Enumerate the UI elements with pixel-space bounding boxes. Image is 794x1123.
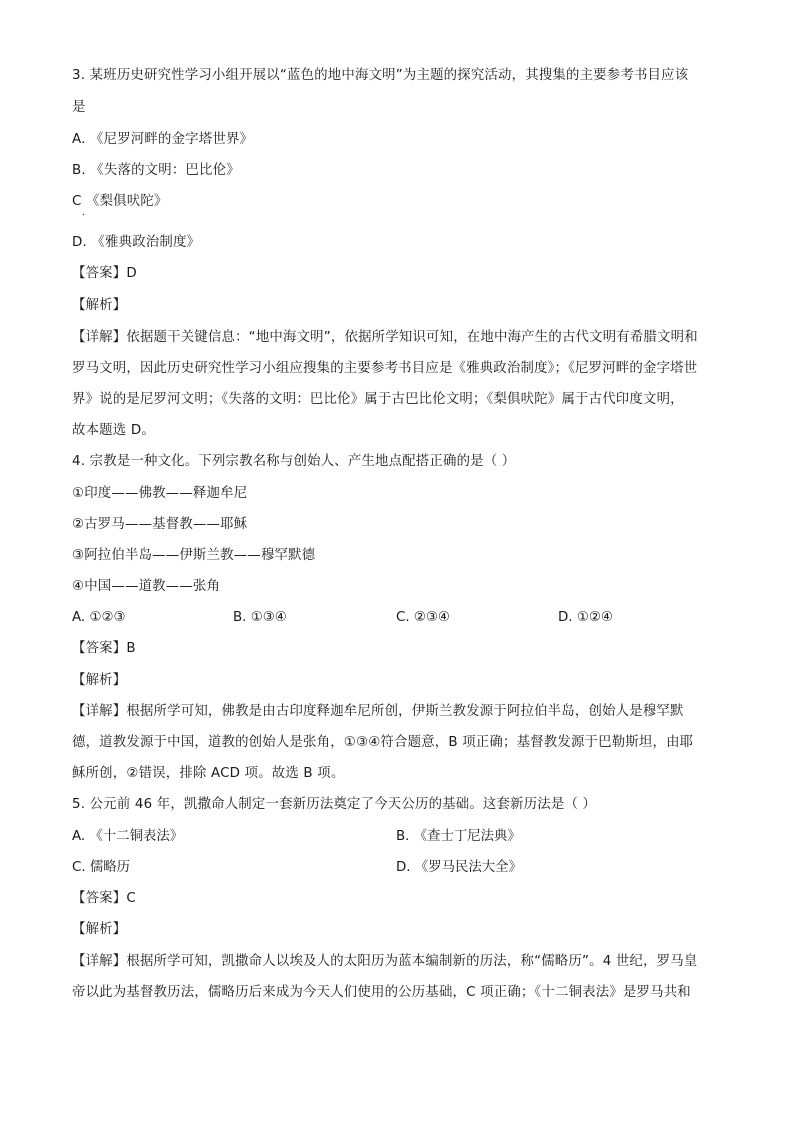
q4-item-2: ②古罗马——基督教——耶稣	[72, 517, 248, 532]
q5-detail-line-2: 帝以此为基督教历法，儒略历后来成为今天人们使用的公历基础，C 项正确；《十二铜表法》是罗马共和	[72, 985, 691, 1000]
q5-option-a: A. 《十二铜表法》	[72, 829, 184, 844]
q4-option-b: B. ①③④	[233, 610, 287, 625]
q5-option-d: D. 《罗马民法大全》	[396, 860, 522, 875]
q4-option-c: C. ②③④	[396, 610, 450, 625]
q3-detail-line-3: 界》说的是尼罗河文明；《失落的文明：巴比伦》属于古巴比伦文明；《梨俱吠陀》属于古代印度文明，	[72, 392, 684, 407]
q5-detail-line-1: 【详解】根据所学可知，凯撒命人以埃及人的太阳历为蓝本编制新的历法，称“儒略历”。4 世纪，罗马皇	[72, 954, 698, 969]
q4-stem: 4. 宗教是一种文化。下列宗教名称与创始人、产生地点配搭正确的是（ ）	[72, 454, 516, 469]
q4-option-d: D. ①②④	[558, 610, 613, 625]
q3-answer: 【答案】D	[72, 266, 137, 281]
q5-answer: 【答案】C	[72, 891, 136, 906]
q5-option-c: C. 儒略历	[72, 860, 131, 875]
stray-dot: ·	[82, 210, 86, 221]
q5-option-b: B. 《查士丁尼法典》	[396, 829, 521, 844]
q4-item-4: ④中国——道教——张角	[72, 579, 221, 594]
q3-option-c: C 《梨俱吠陀》	[72, 194, 168, 209]
q4-item-1: ①印度——佛教——释迦牟尼	[72, 486, 248, 501]
q4-analysis-heading: 【解析】	[72, 673, 127, 688]
q3-option-b: B. 《失落的文明：巴比伦》	[72, 163, 240, 178]
q4-option-a: A. ①②③	[72, 610, 126, 625]
q3-detail-line-1: 【详解】依据题干关键信息：“地中海文明”，依据所学知识可知，在地中海产生的古代文明有希腊文明和	[72, 330, 698, 345]
q3-detail-line-4: 故本题选 D。	[72, 423, 155, 438]
q3-stem-line-2: 是	[72, 100, 86, 115]
q4-detail-line-2: 德，道教发源于中国，道教的创始人是张角，①③④符合题意，B 项正确；基督教发源于巴勒斯坦，由耶	[72, 735, 694, 750]
q4-answer: 【答案】B	[72, 641, 136, 656]
q4-item-3: ③阿拉伯半岛——伊斯兰教——穆罕默德	[72, 548, 316, 563]
q5-stem: 5. 公元前 46 年，凯撒命人制定一套新历法奠定了今天公历的基础。这套新历法是（ ）	[72, 797, 597, 812]
q3-analysis-heading: 【解析】	[72, 298, 127, 313]
q3-option-a: A. 《尼罗河畔的金字塔世界》	[72, 132, 254, 147]
q3-stem-line-1: 3. 某班历史研究性学习小组开展以“蓝色的地中海文明”为主题的探究活动，其搜集的主要参考书目应该	[72, 68, 689, 83]
q4-detail-line-1: 【详解】根据所学可知，佛教是由古印度释迦牟尼所创，伊斯兰教发源于阿拉伯半岛，创始人是穆罕默	[72, 704, 684, 719]
q5-analysis-heading: 【解析】	[72, 922, 127, 937]
q4-detail-line-3: 稣所创，②错误，排除 ACD 项。故选 B 项。	[72, 766, 345, 781]
q3-option-d: D. 《雅典政治制度》	[72, 235, 201, 250]
q3-detail-line-2: 罗马文明，因此历史研究性学习小组应搜集的主要参考书目应是《雅典政治制度》；《尼罗河畔的金字塔世	[72, 361, 698, 376]
